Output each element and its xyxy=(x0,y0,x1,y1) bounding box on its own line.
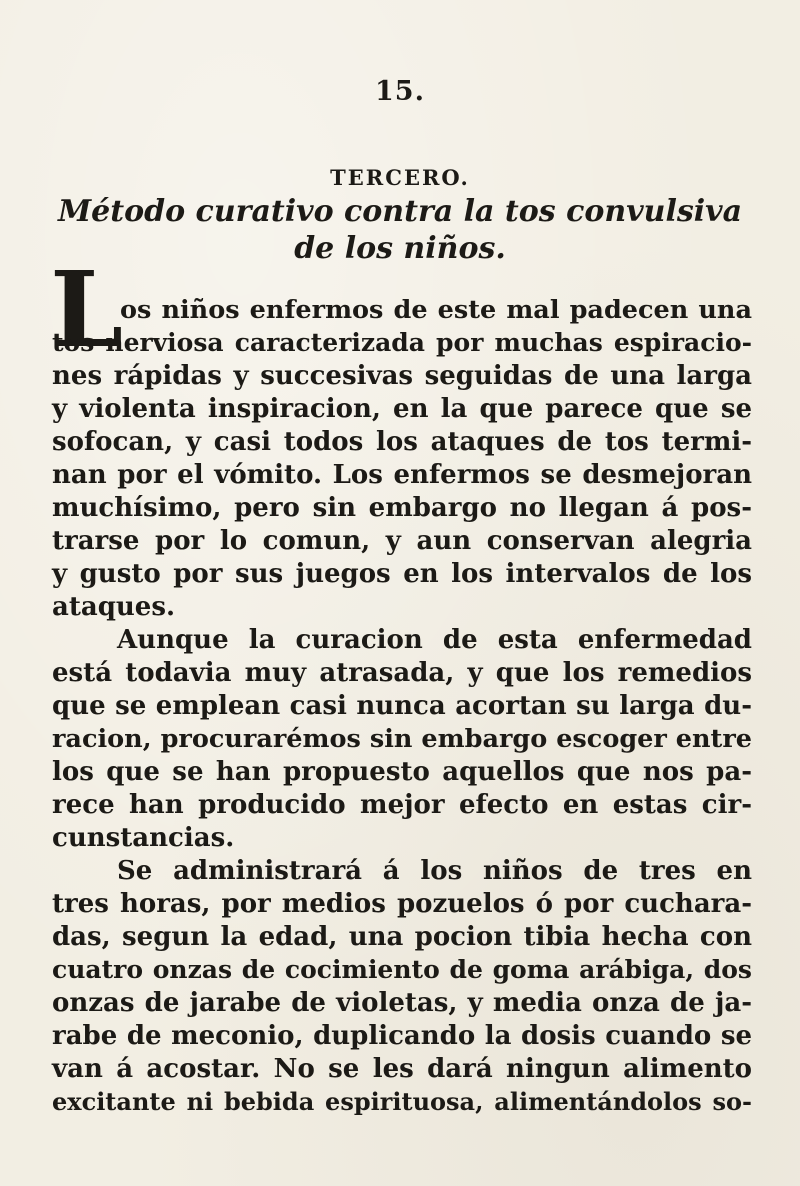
text-line: excitante ni bebida espirituosa, alimentándolos so- xyxy=(52,1087,752,1116)
text-line: ataques. xyxy=(52,592,176,622)
text-line: tos nerviosa caracterizada por muchas espiracio- xyxy=(52,328,752,357)
text-line: y gusto por sus juegos en los intervalos de los xyxy=(52,559,752,589)
text-line: onzas de jarabe de violetas, y media onza de ja- xyxy=(52,988,752,1018)
text-line: que se emplean casi nunca acortan su larga du- xyxy=(52,691,752,721)
text-line: nes rápidas y succesivas seguidas de una larga xyxy=(52,361,752,391)
text-line: van á acostar. No se les dará ningun alimento xyxy=(52,1054,752,1084)
chapter-title-line-2: de los niños. xyxy=(294,231,506,266)
text-line: rece han producido mejor efecto en estas cir- xyxy=(52,790,752,820)
text-line: cuatro onzas de cocimiento de goma arábiga, dos xyxy=(52,955,752,984)
text-line: nan por el vómito. Los enfermos se desmejoran xyxy=(52,460,752,490)
text-line: tres horas, por medios pozuelos ó por cuchara- xyxy=(52,889,752,919)
text-line: y violenta inspiracion, en la que parece que se xyxy=(52,394,752,424)
text-line: los que se han propuesto aquellos que nos pa- xyxy=(52,757,752,787)
text-line: trarse por lo comun, y aun conservan alegria xyxy=(52,526,752,556)
drop-cap: L xyxy=(50,248,124,371)
text-line: Aunque la curacion de esta enfermedad xyxy=(117,625,752,655)
text-line: cunstancias. xyxy=(52,823,235,853)
text-line: racion, procurarémos sin embargo escoger entre xyxy=(52,724,752,754)
text-line: os niños enfermos de este mal padecen una xyxy=(120,295,752,325)
text-line: das, segun la edad, una pocion tibia hecha con xyxy=(52,922,752,952)
text-line: sofocan, y casi todos los ataques de tos termi- xyxy=(52,427,752,457)
section-label: TERCERO. xyxy=(330,165,470,190)
text-line: está todavia muy atrasada, y que los remedios xyxy=(52,658,752,688)
chapter-title-line-1: Método curativo contra la tos convulsiva xyxy=(57,194,743,229)
text-line: rabe de meconio, duplicando la dosis cuando se xyxy=(52,1021,752,1051)
text-line: muchísimo, pero sin embargo no llegan á pos- xyxy=(52,493,752,523)
text-line: Se administrará á los niños de tres en xyxy=(117,856,752,886)
page-number: 15. xyxy=(375,76,425,107)
